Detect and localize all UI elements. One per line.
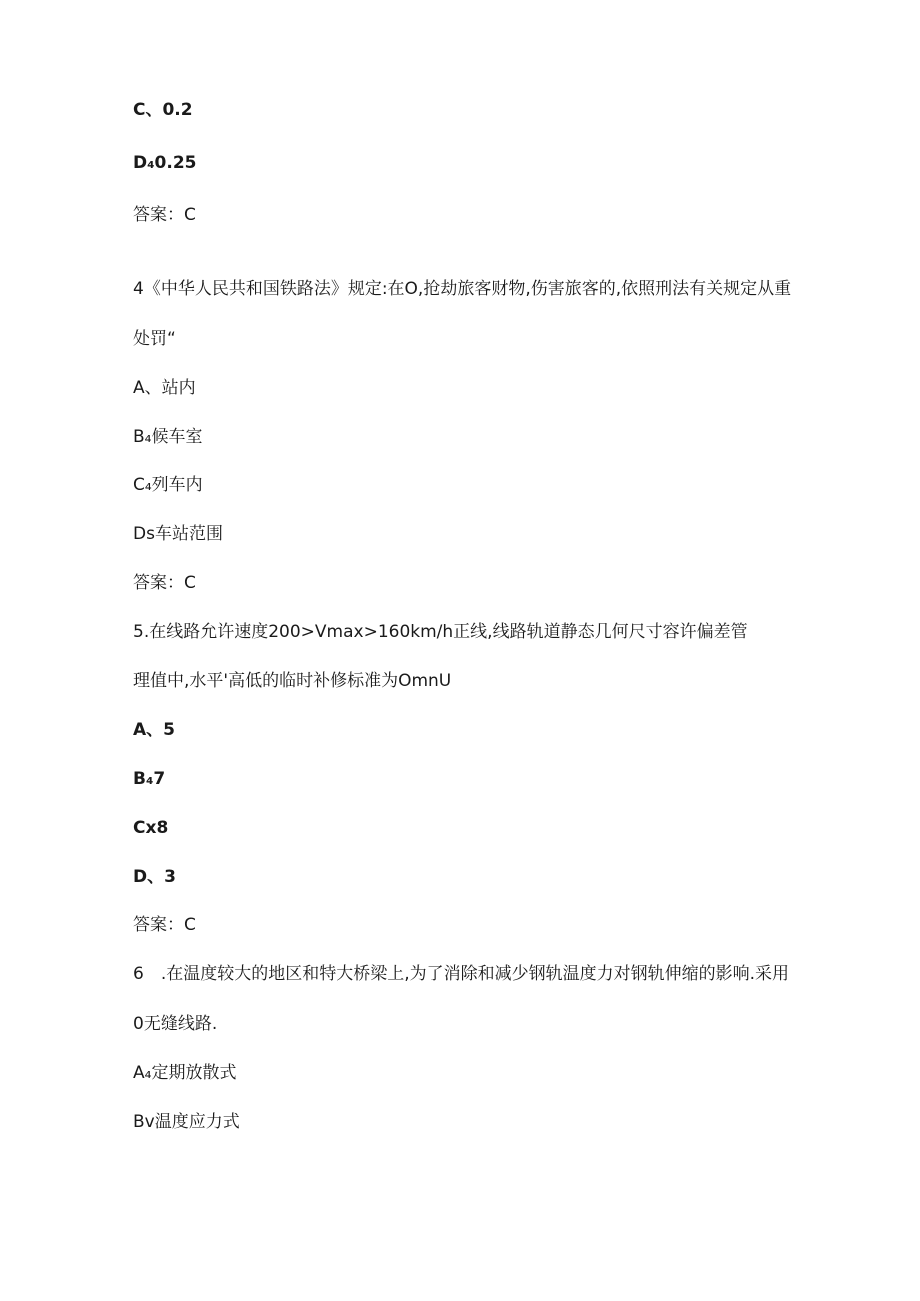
option-c-line: C、0.2: [133, 100, 193, 120]
answer-line: 答案：C: [133, 205, 196, 225]
option-a-line: A₄定期放散式: [133, 1063, 237, 1083]
option-c-line: C₄列车内: [133, 475, 203, 495]
question-4-line-2: 处罚“: [133, 329, 176, 349]
option-a-line: A、5: [133, 720, 175, 740]
option-d-line: D₄0.25: [133, 153, 197, 173]
option-b-line: B₄7: [133, 769, 166, 789]
question-5-line-2: 理值中,水平'高低的临时补修标准为OmnU: [133, 671, 452, 691]
option-a-line: A、站内: [133, 378, 196, 398]
answer-line: 答案：C: [133, 915, 196, 935]
option-d-line: Ds车站范围: [133, 524, 223, 544]
option-d-line: D、3: [133, 867, 176, 887]
question-5-line-1: 5.在线路允许速度200>Vmax>160km/h正线,线路轨道静态几何尺寸容许偏差管: [133, 622, 748, 642]
question-6-line-1: 6 .在温度较大的地区和特大桥梁上,为了消除和减少钢轨温度力对钢轨伸缩的影响.采用: [133, 964, 790, 984]
answer-line: 答案：C: [133, 573, 196, 593]
question-6-line-2: 0无缝线路.: [133, 1014, 218, 1034]
question-4-line-1: 4《中华人民共和国铁路法》规定:在O,抢劫旅客财物,伤害旅客的,依照刑法有关规定从重: [133, 279, 792, 299]
option-b-line: Bv温度应力式: [133, 1112, 240, 1132]
option-b-line: B₄候车室: [133, 427, 203, 447]
option-c-line: Cx8: [133, 818, 169, 838]
